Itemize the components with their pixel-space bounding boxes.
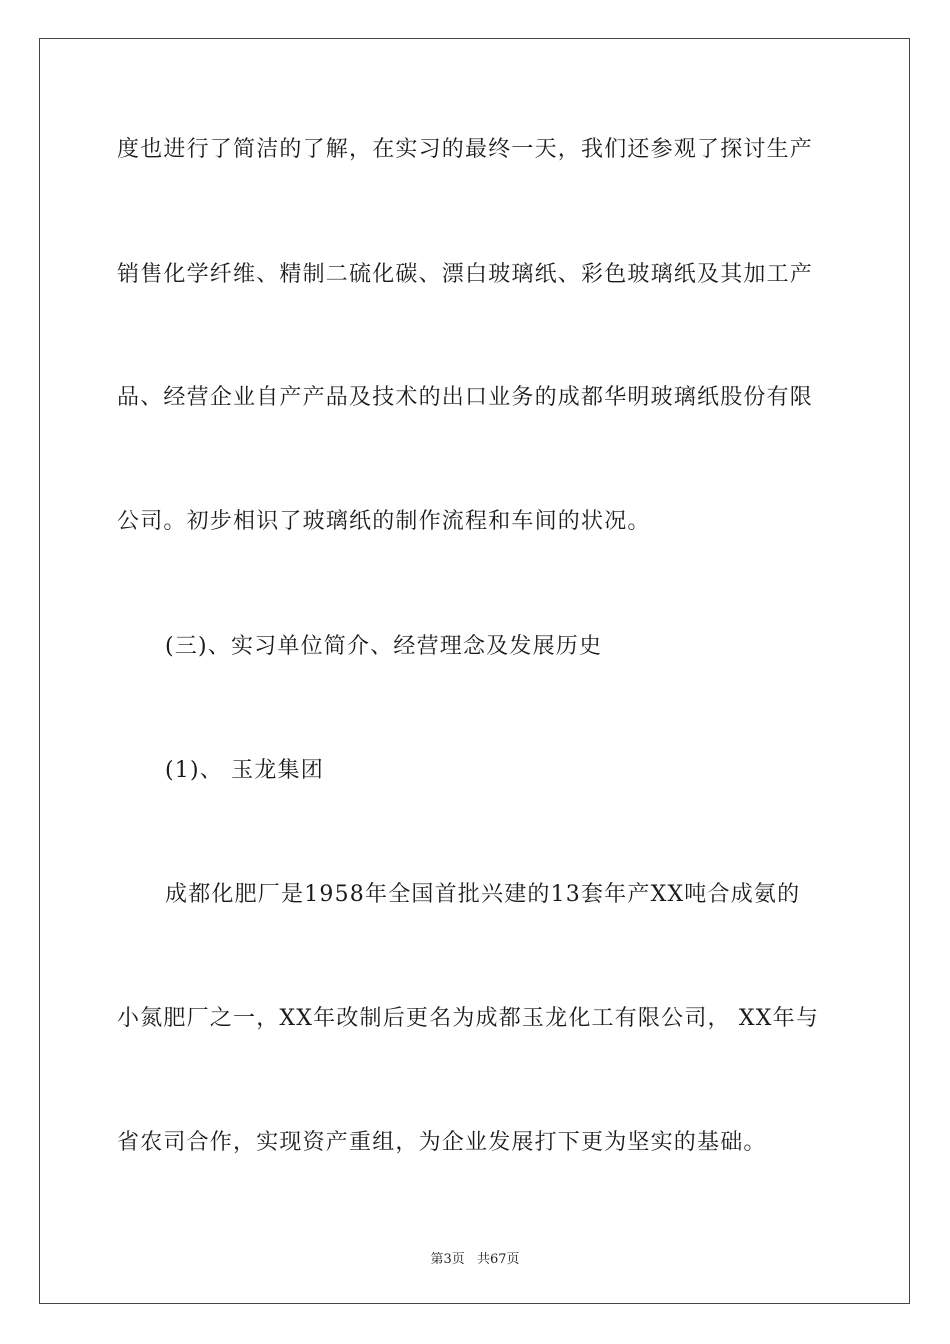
body-line-4: 公司。初步相识了玻璃纸的制作流程和车间的状况。 [117, 509, 651, 534]
page-number: 第3页 [430, 1252, 465, 1267]
page-footer [0, 1248, 950, 1267]
body-line-2: 销售化学纤维、精制二硫化碳、漂白玻璃纸、彩色玻璃纸及其加工产 [117, 262, 814, 287]
body-line-9: 省农司合作，实现资产重组，为企业发展打下更为坚实的基础。 [117, 1130, 767, 1155]
page-border [39, 38, 910, 1304]
page-total: 共67页 [476, 1252, 520, 1267]
body-line-3: 品、经营企业自产产品及技术的出口业务的成都华明玻璃纸股份有限 [117, 385, 814, 410]
body-line-7: 成都化肥厂是1958年全国首批兴建的13套年产XX吨合成氨的 [165, 882, 801, 907]
subsection-heading: (1)、 玉龙集团 [165, 758, 324, 783]
section-heading: (三)、实习单位简介、经营理念及发展历史 [165, 634, 603, 659]
body-line-8: 小氮肥厂之一，XX年改制后更名为成都玉龙化工有限公司， XX年与 [117, 1006, 820, 1031]
body-line-1: 度也进行了简洁的了解，在实习的最终一天，我们还参观了探讨生产 [117, 137, 814, 162]
